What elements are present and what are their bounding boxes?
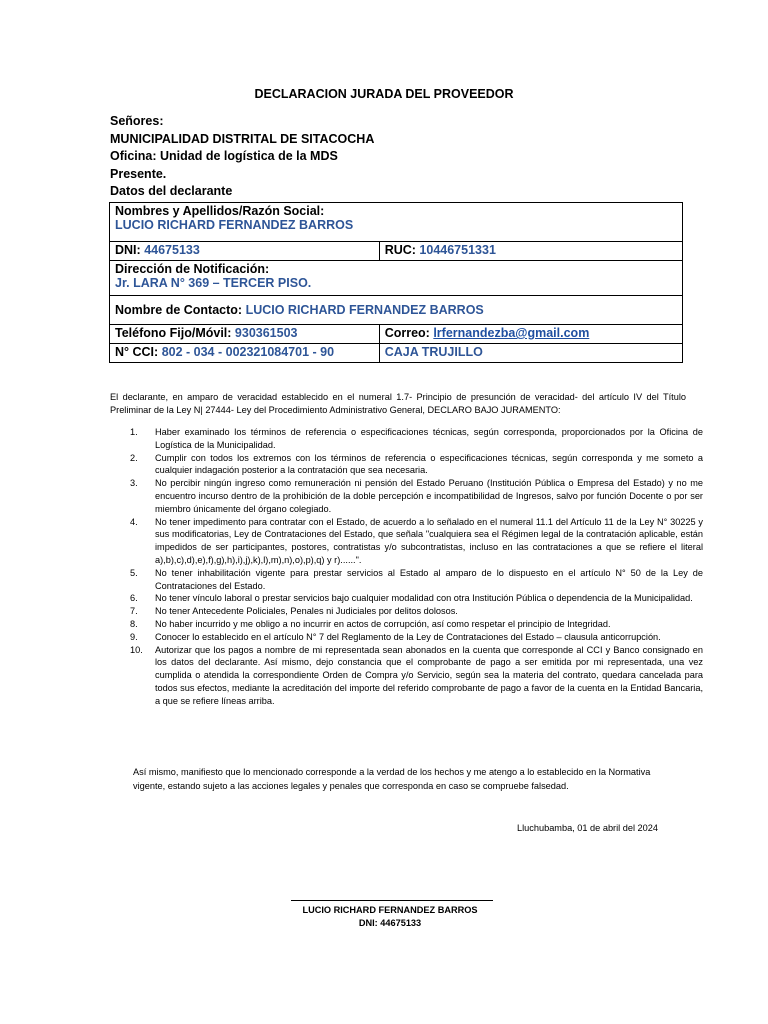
list-item (130, 605, 703, 618)
list-item (130, 567, 703, 593)
item-number: 4. (130, 516, 138, 527)
contact-cell (110, 296, 683, 325)
ruc-value: 10446751331 (419, 243, 496, 257)
closing-paragraph: Así mismo, manifiesto que lo mencionado corresponde a la verdad de los hechos y me atengo a lo establecido en la Normativa vigente, estando sujeto a las acciones legales y penales que corresponda en caso se compruebe falsedad. (133, 767, 651, 791)
ruc-label: RUC: (384, 243, 416, 257)
cci-cell (110, 344, 380, 363)
contact-value: LUCIO RICHARD FERNANDEZ BARROS (245, 303, 484, 317)
list-item (130, 477, 703, 515)
recipient-institution: MUNICIPALIDAD DISTRITAL DE SITACOCHA (110, 131, 375, 146)
email-cell (379, 325, 682, 344)
item-number: 9. (130, 631, 138, 642)
name-label: Nombres y Apellidos/Razón Social: (115, 204, 325, 218)
ruc-cell (379, 242, 682, 261)
cci-value: 802 - 034 - 002321084701 - 90 (161, 345, 335, 359)
item-number: 3. (130, 478, 138, 489)
item-number: 2. (130, 452, 138, 463)
name-cell (110, 203, 683, 242)
intro-paragraph: El declarante, en amparo de veracidad establecido en el numeral 1.7- Principio de presunción de veracidad- del artículo IV del Título Preliminar de la Ley N| 27444- Ley del Procedimiento Administrativo General, DECLARO BAJO JURAMENTO: (110, 392, 686, 415)
place-date: Lluchubamba, 01 de abril del 2024 (517, 823, 658, 833)
item-number: 10. (130, 644, 143, 655)
address-value: Jr. LARA N° 369 – TERCER PISO. (115, 276, 312, 290)
item-text: No haber incurrido y me obligo a no incurrir en actos de corrupción, así como respetar el principio de Integridad. (155, 618, 611, 629)
declaration-items-list (110, 426, 703, 708)
item-text: No tener inhabilitación vigente para prestar servicios al Estado al amparo de lo dispuesto en el artículo N° 50 de la Ley de Contrataciones del Estado. (155, 567, 703, 591)
document-title: DECLARACION JURADA DEL PROVEEDOR (254, 87, 514, 101)
item-text: No percibir ningún ingreso como remuneración ni pensión del Estado Peruano (Institución Pública o Empresa del Estado) y no me encuentro incurso dentro de la prohibición de la doble percepción e incompatibilidad de Ingresos, salvo por función Docente o por ser miembro únicamente del órgano colegiado. (155, 478, 703, 514)
item-text: Conocer lo establecido en el artículo N° 7 del Reglamento de la Ley de Contrataciones del Estado – clausula anticorrupción. (155, 631, 661, 642)
list-item (130, 631, 703, 644)
email-link[interactable]: lrfernandezba@gmail.com (433, 326, 590, 340)
list-item (130, 592, 703, 605)
declarant-data-table (109, 202, 683, 363)
list-item (130, 426, 703, 452)
item-number: 8. (130, 618, 138, 629)
phone-value: 930361503 (234, 326, 298, 340)
item-text: Autorizar que los pagos a nombre de mi representada sean abonados en la cuenta que corresponde al CCI y Banco consignado en los datos del declarante. Así mismo, dejo constancia que el comprobante de pago a ser emitida por mi representada, una vez cumplida o atendida la correspondiente Orden de Compra y/o Servicio, según sea la materia del contrato, quedara cancelada para todos sus efectos, mediante la acreditación del importe del referido comprobante de pago a favor de la cuenta en la Entidad Bancaria, a que se refiere líneas arriba. (155, 644, 703, 706)
contact-label: Nombre de Contacto: (115, 303, 243, 317)
phone-label: Teléfono Fijo/Móvil: (115, 326, 232, 340)
item-number: 6. (130, 593, 138, 604)
recipient-office: Oficina: Unidad de logística de la MDS (110, 149, 338, 163)
address-cell (110, 261, 683, 296)
item-text: Cumplir con todos los extremos con los términos de referencia o especificaciones técnicas, según corresponda y me someto a cualquier indagación posterior a la contratación que sea necesaria. (155, 452, 703, 476)
list-item (130, 644, 703, 708)
name-value: LUCIO RICHARD FERNANDEZ BARROS (115, 218, 354, 232)
bank-cell: CAJA TRUJILLO (379, 344, 682, 363)
list-item (130, 452, 703, 478)
item-number: 7. (130, 606, 138, 617)
cci-label: N° CCI: (115, 345, 159, 359)
item-number: 5. (130, 567, 138, 578)
item-number: 1. (130, 427, 138, 437)
presente-line: Presente. (110, 166, 167, 181)
signer-dni: DNI: 44675133 (358, 918, 422, 928)
item-text: No tener vínculo laboral o prestar servicios bajo cualquier modalidad con otra Institución Pública o dependencia de la Municipalidad. (155, 593, 693, 604)
phone-cell (110, 325, 380, 344)
email-label: Correo: (384, 326, 430, 340)
item-text: Haber examinado los términos de referencia o especificaciones técnicas, según corresponda, proporcionados por la Oficina de Logística de la Municipalidad. (155, 427, 703, 450)
dni-label: DNI: (115, 243, 141, 257)
list-item (130, 516, 703, 567)
item-text: No tener impedimento para contratar con el Estado, de acuerdo a lo señalado en el numeral 11.1 del Artículo 11 de la Ley N° 30225 y sus modificatorias, Ley de Contrataciones del Estado, que señala "cualquiera sea el Régimen legal de la contratación aplicable, están impedidos de ser participantes, postores, contratistas y/o subcontratistas, incluso en las contrataciones a que se refiere el literal a),b),c),d),e),f),g),h),i),j),k),l),m),n),o),p),q) y r)......". (155, 516, 703, 565)
item-text: No tener Antecedente Policiales, Penales ni Judiciales por delitos dolosos. (155, 606, 458, 617)
dni-value: 44675133 (144, 243, 200, 257)
dni-cell (110, 242, 380, 261)
address-label: Dirección de Notificación: (115, 262, 270, 276)
signer-name: LUCIO RICHARD FERNANDEZ BARROS (302, 905, 478, 915)
list-item (130, 618, 703, 631)
signature-block (0, 904, 768, 930)
signature-line (291, 900, 493, 901)
declarant-section-heading: Datos del declarante (110, 184, 233, 198)
addressee-block (110, 113, 374, 201)
salutation: Señores: (110, 114, 164, 128)
